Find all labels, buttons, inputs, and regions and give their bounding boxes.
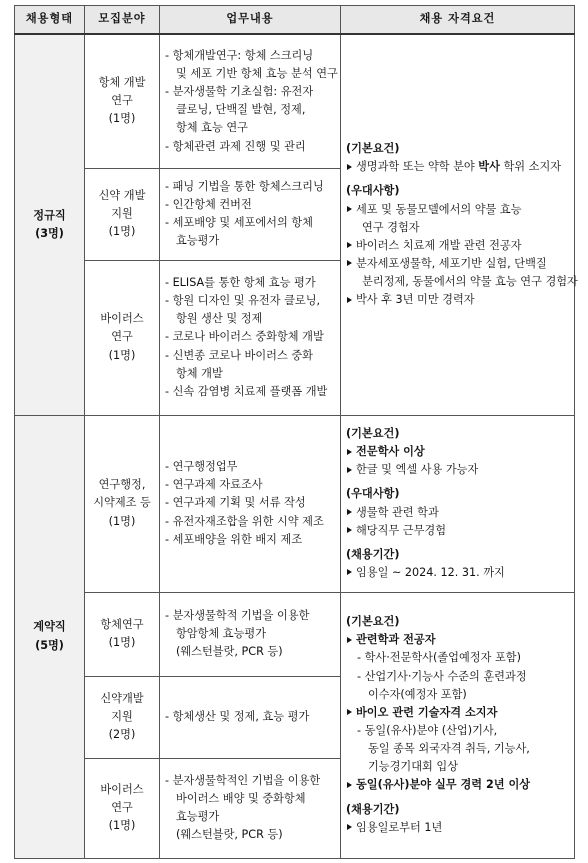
employment-type-contract: 계약직 (5명) bbox=[15, 415, 85, 858]
employment-type-regular: 정규직 (3명) bbox=[15, 34, 85, 415]
qualifications-contract-research: (기본요건) 관련학과 전공자 - 학사·전문학사(졸업예정자 포함) - 산업기사·기능사 수준의 훈련과정 이수자(예정자 포함) 바이오 관련 기술자격 소지자 - 동일(유사)분야 (산업)기사, 동일 종목 외국자격 취득, 기능사, 기능경기대회 입상 동일(유사)분야 실무 경력 2년 이상 (채용기간) 임용일로부터 1년 bbox=[341, 592, 575, 858]
bullet-icon bbox=[347, 297, 352, 303]
field-drug-dev-support-contract: 신약개발 지원 (2명) bbox=[85, 676, 160, 758]
field-virus-research: 바이러스 연구 (1명) bbox=[85, 260, 160, 415]
field-drug-dev-support: 신약 개발 지원 (1명) bbox=[85, 168, 160, 260]
bullet-icon bbox=[347, 527, 352, 533]
bullet-icon bbox=[347, 709, 352, 715]
header-qualifications: 채용 자격요건 bbox=[341, 6, 575, 35]
duties-drug-dev-support: - 패닝 기법을 통한 항체스크리닝 - 인간항체 컨버전 - 세포배양 및 세포에서의 항체 효능평가 bbox=[160, 168, 341, 260]
recruitment-table bbox=[14, 5, 578, 859]
duties-antibody-dev: - 항체개발연구: 항체 스크리닝 및 세포 기반 항체 효능 분석 연구 - 분자생물학 기초실험: 유전자 클로닝, 단백질 발현, 정제, 항체 효능 연구 - 항체관련 과제 진행 및 관리 bbox=[160, 34, 341, 168]
header-recruit-field: 모집분야 bbox=[85, 6, 160, 35]
field-antibody-dev: 항체 개발 연구 (1명) bbox=[85, 34, 160, 168]
field-antibody-research: 항체연구 (1명) bbox=[85, 592, 160, 676]
duties-antibody-research: - 분자생물학적 기법을 이용한 항암항체 효능평가 (웨스턴블랏, PCR 등) bbox=[160, 592, 341, 676]
qualifications-contract-admin: (기본요건) 전문학사 이상 한글 및 엑셀 사용 가능자 (우대사항) 생물학 관련 학과 해당직무 근무경험 (채용기간) 임용일 ~ 2024. 12. 31. 까지 bbox=[341, 415, 575, 592]
duties-drug-dev-support-contract: - 항체생산 및 정제, 효능 평가 bbox=[160, 676, 341, 758]
duties-virus-research: - ELISA를 통한 항체 효능 평가 - 항원 디자인 및 유전자 클로닝, 항원 생산 및 정제 - 코로나 바이러스 중화항체 개발 - 신변종 코로나 바이러스 중화 항체 개발 - 신속 감염병 치료제 플랫폼 개발 bbox=[160, 260, 341, 415]
header-employment-type: 채용형태 bbox=[15, 6, 85, 35]
duties-virus-research-contract: - 분자생물학적인 기법을 이용한 바이러스 배양 및 중화항체 효능평가 (웨스턴블랏, PCR 등) bbox=[160, 758, 341, 858]
bullet-icon bbox=[347, 467, 352, 473]
header-duties: 업무내용 bbox=[160, 6, 341, 35]
duties-research-admin: - 연구행정업무 - 연구과제 자료조사 - 연구과제 기획 및 서류 작성 - 유전자재조합을 위한 시약 제조 - 세포배양을 위한 배지 제조 bbox=[160, 415, 341, 592]
bullet-icon bbox=[347, 824, 352, 830]
table-row bbox=[15, 34, 575, 168]
qualifications-regular: (기본요건) 생명과학 또는 약학 분야 박사 학위 소지자 (우대사항) 세포 및 동물모델에서의 약물 효능 연구 경험자 바이러스 치료제 개발 관련 전공자 분자세포생물학, 세포기반 실험, 단백질 분리정제, 동물에서의 약물 효능 연구 경험자 박사 후 3년 미만 경력자 bbox=[341, 34, 575, 415]
bullet-icon bbox=[347, 242, 352, 248]
header-row bbox=[15, 6, 575, 35]
field-research-admin: 연구행정, 시약제조 등 (1명) bbox=[85, 415, 160, 592]
bullet-icon bbox=[347, 569, 352, 575]
bullet-icon bbox=[347, 782, 352, 788]
bullet-icon bbox=[347, 637, 352, 643]
bullet-icon bbox=[347, 206, 352, 212]
table-row bbox=[15, 592, 575, 676]
bullet-icon bbox=[347, 164, 352, 170]
bullet-icon bbox=[347, 260, 352, 266]
bullet-icon bbox=[347, 449, 352, 455]
bullet-icon bbox=[347, 509, 352, 515]
field-virus-research-contract: 바이러스 연구 (1명) bbox=[85, 758, 160, 858]
table-row bbox=[15, 415, 575, 592]
